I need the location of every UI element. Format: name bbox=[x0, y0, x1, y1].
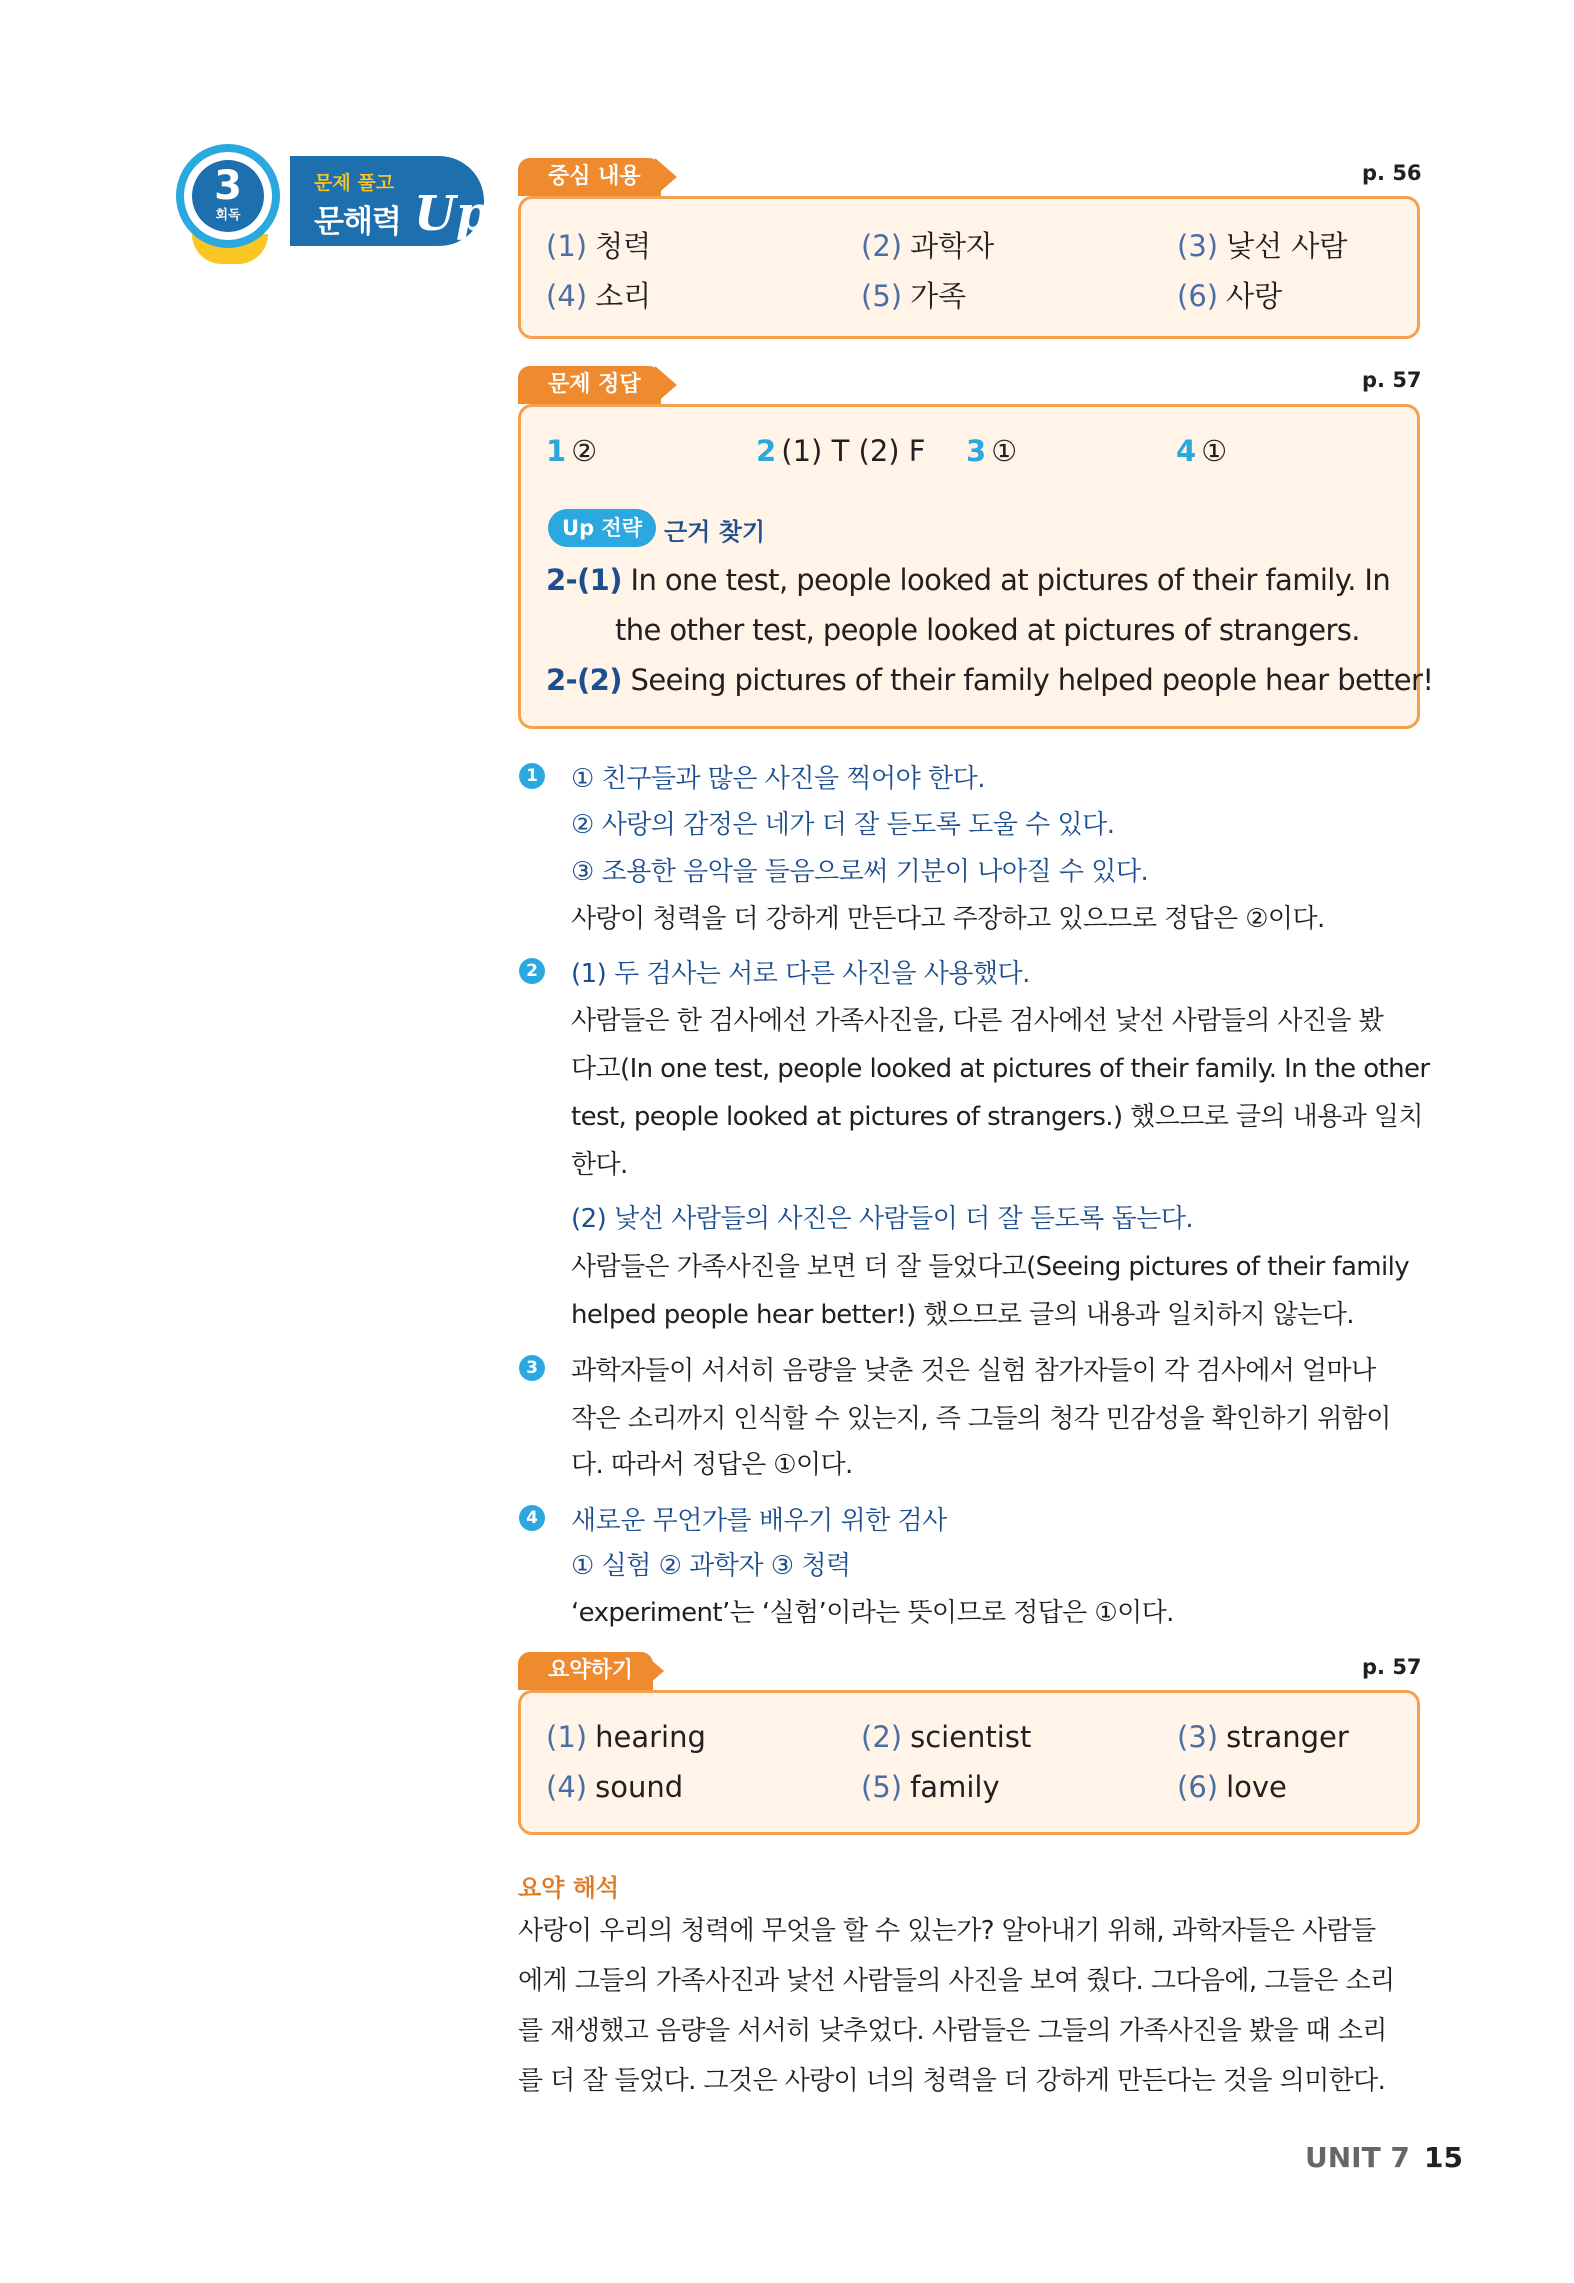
q1-option-1: ① 친구들과 많은 사진을 찍어야 한다. bbox=[571, 764, 986, 794]
q4-options: ① 실험 ② 과학자 ③ 청력 bbox=[571, 1551, 851, 1581]
main-content-page: p. 56 bbox=[1362, 161, 1422, 185]
main-item-4: (4) 소리 bbox=[546, 279, 652, 313]
badge-line2: 문해력 bbox=[314, 204, 401, 240]
main-content-tab: 중심 내용 bbox=[518, 158, 661, 196]
q2-part2-title: (2) 낯선 사람들의 사진은 사람들이 더 잘 듣도록 돕는다. bbox=[571, 1204, 1194, 1234]
summary-item-5: (5) family bbox=[861, 1770, 1000, 1804]
tab-arrow bbox=[655, 366, 677, 404]
q3-line-1: 과학자들이 서서히 음량을 낮춘 것은 실험 참가자들이 각 검사에서 얼마나 bbox=[571, 1356, 1376, 1386]
badge-sub: 회독 bbox=[215, 208, 241, 223]
main-content-box bbox=[518, 196, 1420, 339]
footer-unit: UNIT 7 bbox=[1305, 2141, 1410, 2174]
q2-part2-line-2: helped people hear better!) 했으므로 글의 내용과 일치하지 않는다. bbox=[571, 1300, 1354, 1330]
q1-option-3: ③ 조용한 음악을 들음으로써 기분이 나아질 수 있다. bbox=[571, 857, 1149, 887]
badge-line1: 문제 풀고 bbox=[314, 172, 395, 194]
answers-page: p. 57 bbox=[1362, 368, 1422, 392]
summary-translation-line-1: 사랑이 우리의 청력에 무엇을 할 수 있는가? 알아내기 위해, 과학자들은 사람들 bbox=[518, 1916, 1376, 1946]
answer-3: 3 ① bbox=[966, 434, 1018, 468]
q3-line-3: 다. 따라서 정답은 ①이다. bbox=[571, 1450, 853, 1480]
q4-explanation: ‘experiment’는 ‘실험’이라는 뜻이므로 정답은 ①이다. bbox=[571, 1598, 1174, 1628]
summary-item-6: (6) love bbox=[1177, 1770, 1287, 1804]
question-1-marker: 1 bbox=[519, 763, 545, 789]
summary-box bbox=[518, 1690, 1420, 1835]
main-item-1: (1) 청력 bbox=[546, 229, 652, 263]
question-4-marker: 4 bbox=[519, 1505, 545, 1531]
q1-option-2: ② 사랑의 감정은 네가 더 잘 듣도록 도울 수 있다. bbox=[571, 810, 1115, 840]
evidence-line-3: 2-(2) Seeing pictures of their family helped people hear better! bbox=[546, 663, 1434, 697]
summary-item-4: (4) sound bbox=[546, 1770, 684, 1804]
answer-4: 4 ① bbox=[1176, 434, 1228, 468]
q2-part1-line-1: 사람들은 한 검사에선 가족사진을, 다른 검사에선 낯선 사람들의 사진을 봤 bbox=[571, 1006, 1384, 1036]
q2-part2-line-1: 사람들은 가족사진을 보면 더 잘 들었다고(Seeing pictures of their family bbox=[571, 1252, 1410, 1282]
summary-translation-line-2: 에게 그들의 가족사진과 낯선 사람들의 사진을 보여 줬다. 그다음에, 그들은 소리 bbox=[518, 1966, 1395, 1996]
summary-item-2: (2) scientist bbox=[861, 1720, 1032, 1754]
main-item-5: (5) 가족 bbox=[861, 279, 967, 313]
summary-translation-line-3: 를 재생했고 음량을 서서히 낮추었다. 사람들은 그들의 가족사진을 봤을 때 소리 bbox=[518, 2016, 1387, 2046]
badge-up: Up bbox=[414, 186, 490, 242]
question-3-marker: 3 bbox=[519, 1355, 545, 1381]
tab-arrow bbox=[655, 158, 677, 196]
summary-item-1: (1) hearing bbox=[546, 1720, 706, 1754]
q1-explanation: 사랑이 청력을 더 강하게 만든다고 주장하고 있으므로 정답은 ②이다. bbox=[571, 904, 1325, 934]
q4-title: 새로운 무언가를 배우기 위한 검사 bbox=[571, 1506, 947, 1536]
q2-part1-line-2: 다고(In one test, people looked at pictures of their family. In the other bbox=[571, 1054, 1430, 1084]
q3-line-2: 작은 소리까지 인식할 수 있는지, 즉 그들의 청각 민감성을 확인하기 위함이 bbox=[571, 1404, 1391, 1434]
page-number: 15 bbox=[1424, 2141, 1463, 2174]
strategy-badge: Up 전략 bbox=[548, 509, 656, 547]
summary-page: p. 57 bbox=[1362, 1655, 1422, 1679]
summary-translation-line-4: 를 더 잘 들었다. 그것은 사랑이 너의 청력을 더 강하게 만든다는 것을 의미한다. bbox=[518, 2066, 1386, 2096]
tab-arrow bbox=[642, 1652, 664, 1690]
answers-tab: 문제 정답 bbox=[518, 366, 661, 404]
evidence-line-1: 2-(1) In one test, people looked at pictures of their family. In bbox=[546, 563, 1391, 597]
main-item-2: (2) 과학자 bbox=[861, 229, 995, 263]
round-badge bbox=[176, 144, 280, 248]
main-item-3: (3) 낯선 사람 bbox=[1177, 229, 1348, 263]
main-item-6: (6) 사랑 bbox=[1177, 279, 1283, 313]
question-2-marker: 2 bbox=[519, 958, 545, 984]
q2-part1-title: (1) 두 검사는 서로 다른 사진을 사용했다. bbox=[571, 959, 1030, 989]
strategy-title: 근거 찾기 bbox=[664, 518, 766, 546]
q2-part1-line-4: 한다. bbox=[571, 1150, 628, 1180]
answer-1: 1 ② bbox=[546, 434, 598, 468]
badge-number: 3 bbox=[214, 163, 242, 209]
summary-tab: 요약하기 bbox=[518, 1652, 653, 1690]
summary-translation-title: 요약 해석 bbox=[518, 1874, 620, 1902]
badge-title-pill bbox=[290, 156, 490, 246]
q2-part1-line-3: test, people looked at pictures of strangers.) 했으므로 글의 내용과 일치 bbox=[571, 1102, 1423, 1132]
summary-item-3: (3) stranger bbox=[1177, 1720, 1349, 1754]
answer-2: 2 (1) T (2) F bbox=[756, 434, 926, 468]
evidence-line-2: the other test, people looked at pictures of strangers. bbox=[615, 613, 1360, 647]
